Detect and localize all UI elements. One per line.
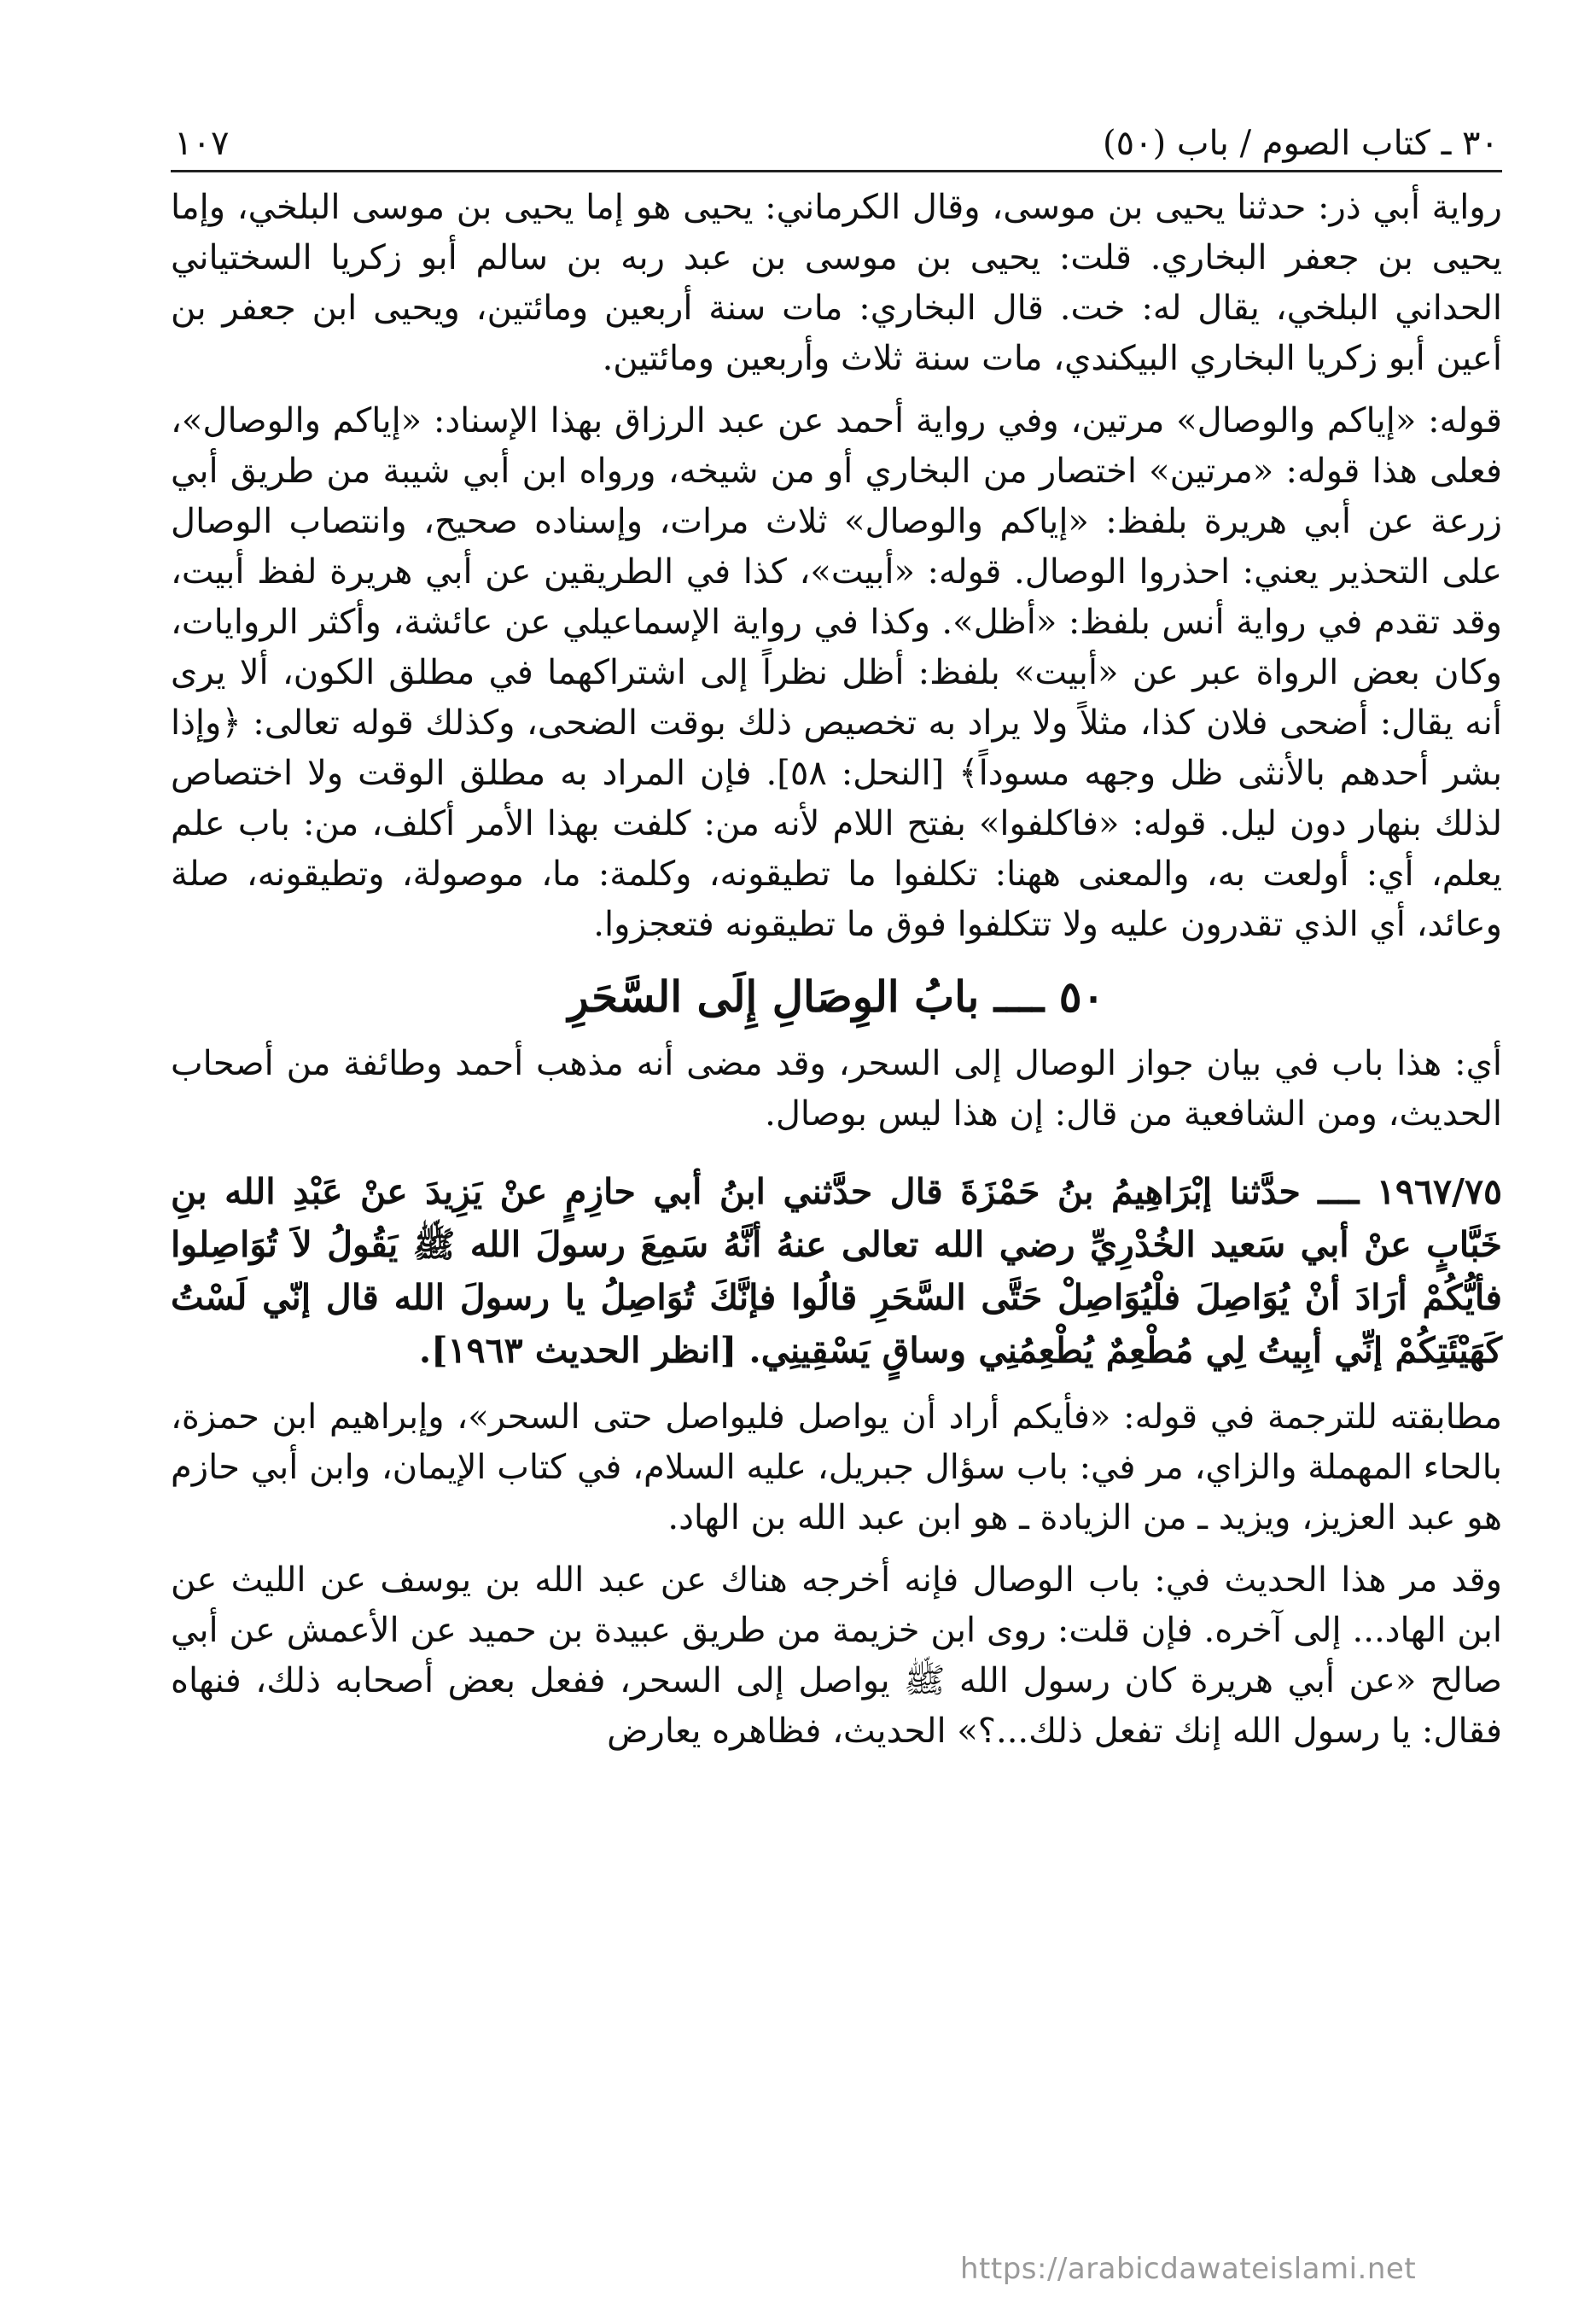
hadith-text: ١٩٦٧/٧٥ ــــ حدَّثنا إبْرَاهِيمُ بنُ حَمْزَةَ قال حدَّثني ابنُ أبي حازِمٍ عنْ يَزِيدَ عنْ عَبْدِ الله بنِ خَبَّابٍ عنْ أبي سَعيد الخُدْرِيِّ رضي الله تعالى عنهُ أنَّهُ سَمِعَ رسولَ الله ﷺ يَقُولُ لاَ تُوَاصِلوا فأيُّكُمْ أرَادَ أنْ يُوَاصِلَ فلْيُوَاصِلْ حَتَّى السَّحَرِ قالُوا فإنَّكَ تُوَاصِلُ يا رسولَ الله قال إنّي لَسْتُ كَهَيْئَتِكُمْ إنِّي أبِيتُ لِي مُطْعِمٌ يُطْعِمُنِي وساقٍ يَسْقِينِي. [انظر الحديث ١٩٦٣]. xyxy=(171,1171,1502,1371)
page-header xyxy=(171,107,1502,172)
commentary-paragraph-2: قوله: «إياكم والوصال» مرتين، وفي رواية أحمد عن عبد الرزاق بهذا الإسناد: «إياكم والوصال»، فعلى هذا قوله: «مرتين» اختصار من البخاري أو من شيخه، ورواه ابن أبي شيبة من طريق أبي زرعة عن أبي هريرة بلفظ: «إياكم والوصال» ثلاث مرات، وإسناده صحيح، وانتصاب الوصال على التحذير يعني: احذروا الوصال. قوله: «أبيت»، كذا في الطريقين عن أبي هريرة لفظ أبيت، وقد تقدم في رواية أنس بلفظ: «أظل». وكذا في رواية الإسماعيلي عن عائشة، وأكثر الروايات، وكان بعض الرواة عبر عن «أبيت» بلفظ: أظل نظراً إلى اشتراكهما في مطلق الكون، ألا يرى أنه يقال: أضحى فلان كذا، مثلاً ولا يراد به تخصيص ذلك بوقت الضحى، وكذلك قوله تعالى: ﴿وإذا بشر أحدهم بالأنثى ظل وجهه مسوداً﴾ [النحل: ٥٨]. فإن المراد به مطلق الوقت ولا اختصاص لذلك بنهار دون ليل. قوله: «فاكلفوا» بفتح اللام لأنه من: كلفت بهذا الأمر أكلف، من: باب علم يعلم، أي: أولعت به، والمعنى ههنا: تكلفوا ما تطيقونه، وكلمة: ما، موصولة، وتطيقونه، صلة وعائد، أي الذي تقدرون عليه ولا تتكلفوا فوق ما تطيقونه فتعجزوا. xyxy=(171,401,1503,944)
source-watermark: https://arabicdawateislami.net xyxy=(960,2252,1417,2286)
page-number: ١٠٧ xyxy=(174,124,230,163)
chapter-heading: ٥٠ ــــ بابُ الوِصَالِ إِلَى السَّحَرِ xyxy=(568,971,1105,1022)
running-title: ٣٠ ـ كتاب الصوم / باب (٥٠) xyxy=(1103,124,1499,163)
page-body xyxy=(171,183,1502,1757)
book-page xyxy=(171,107,1502,1769)
commentary-paragraph-1: رواية أبي ذر: حدثنا يحيى بن موسى، وقال الكرماني: يحيى هو إما يحيى بن موسى البلخي، وإما يحيى بن جعفر البخاري. قلت: يحيى بن موسى بن عبد ربه بن سالم أبو زكريا السختياني الحداني البلخي، يقال له: خت. قال البخاري: مات سنة أربعين ومائتين، ويحيى ابن جعفر بن أعين أبو زكريا البخاري البيكندي، مات سنة ثلاث وأربعين ومائتين. xyxy=(171,188,1502,378)
commentary-paragraph-3: مطابقته للترجمة في قوله: «فأيكم أراد أن يواصل فليواصل حتى السحر»، وإبراهيم ابن حمزة، بالحاء المهملة والزاي، مر في: باب سؤال جبريل، عليه السلام، في كتاب الإيمان، وابن أبي حازم هو عبد العزيز، ويزيد ـ من الزيادة ـ هو ابن عبد الله بن الهاد. xyxy=(171,1397,1502,1537)
chapter-intro: أي: هذا باب في بيان جواز الوصال إلى السحر، وقد مضى أنه مذهب أحمد وطائفة من أصحاب الحديث، ومن الشافعية من قال: إن هذا ليس بوصال. xyxy=(171,1044,1502,1134)
commentary-paragraph-4: وقد مر هذا الحديث في: باب الوصال فإنه أخرجه هناك عن عبد الله بن يوسف عن الليث عن ابن الهاد... إلى آخره. فإن قلت: روى ابن خزيمة من طريق عبيدة بن حميد عن الأعمش عن أبي صالح «عن أبي هريرة كان رسول الله ﷺ يواصل إلى السحر، ففعل بعض أصحابه ذلك، فنهاه فقال: يا رسول الله إنك تفعل ذلك...؟» الحديث، فظاهره يعارض xyxy=(171,1560,1502,1751)
